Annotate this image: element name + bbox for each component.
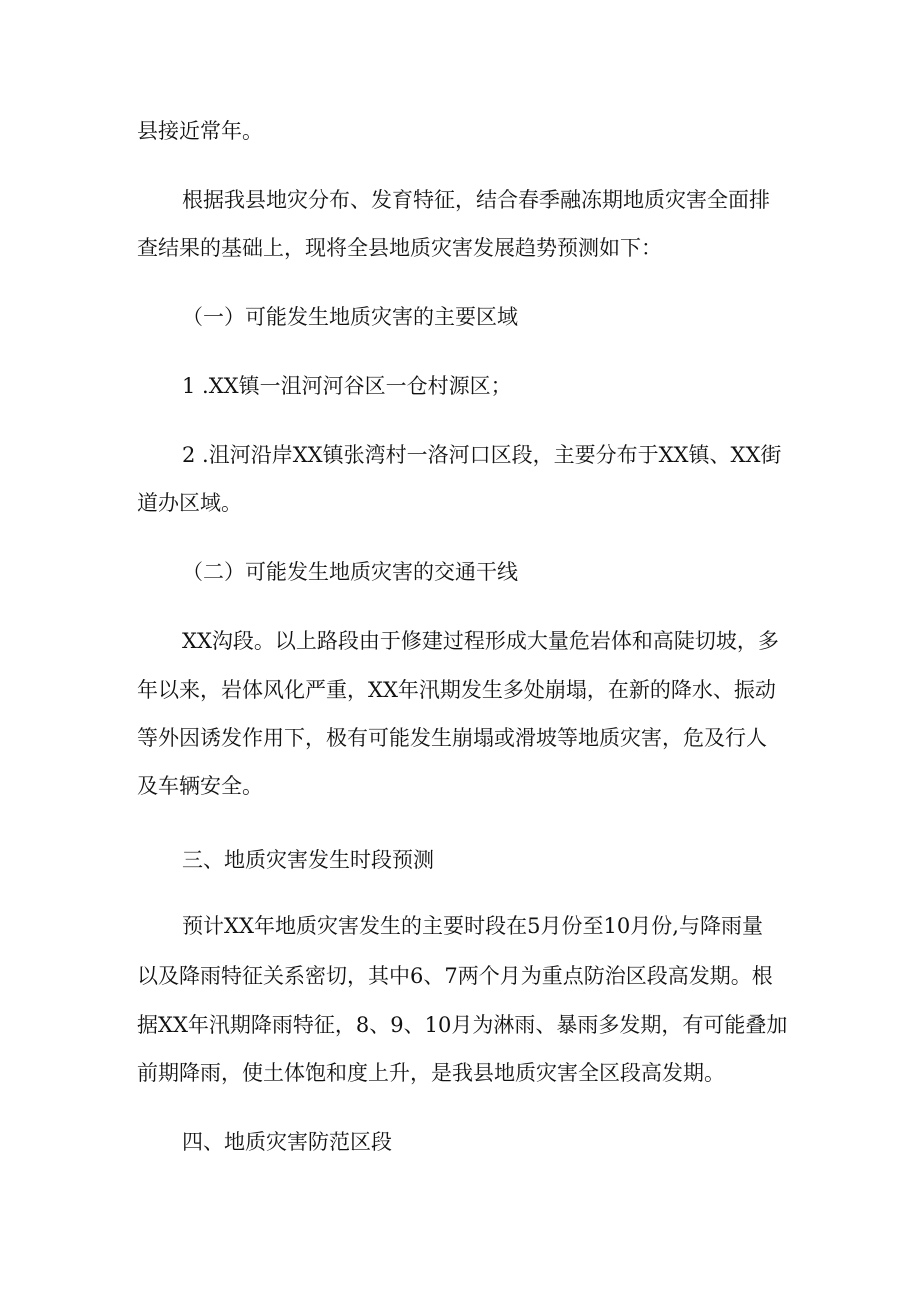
paragraph-line: 查结果的基础上，现将全县地质灾害发展趋势预测如下： bbox=[137, 236, 662, 260]
section-heading: （二）可能发生地质灾害的交通干线 bbox=[182, 560, 518, 584]
paragraph-line: 及车辆安全。 bbox=[137, 774, 263, 798]
paragraph-line: 前期降雨，使土体饱和度上升，是我县地质灾害全区段高发期。 bbox=[137, 1061, 725, 1085]
list-item: 2 .沮河沿岸XX镇张湾村一洛河口区段，主要分布于XX镇、XX街 bbox=[182, 443, 782, 467]
section-heading: 三、地质灾害发生时段预测 bbox=[182, 848, 434, 872]
paragraph-line: 等外因诱发作用下，极有可能发生崩塌或滑坡等地质灾害，危及行人 bbox=[137, 726, 767, 750]
paragraph-line: 以及降雨特征关系密切，其中6、7两个月为重点防治区段高发期。根 bbox=[137, 964, 773, 988]
paragraph-line: 县接近常年。 bbox=[137, 119, 263, 143]
section-heading: （一）可能发生地质灾害的主要区域 bbox=[182, 305, 518, 329]
list-item: 1 .XX镇一沮河河谷区一仓村源区； bbox=[182, 374, 512, 398]
paragraph-line: 年以来，岩体风化严重，XX年汛期发生多处崩塌，在新的降水、振动 bbox=[137, 678, 776, 702]
list-item-continuation: 道办区域。 bbox=[137, 491, 242, 515]
section-heading: 四、地质灾害防范区段 bbox=[182, 1130, 392, 1154]
paragraph-line: 据XX年汛期降雨特征，8、9、10月为淋雨、暴雨多发期，有可能叠加 bbox=[137, 1013, 788, 1037]
paragraph-line: XX沟段。以上路段由于修建过程形成大量危岩体和高陡切坡，多 bbox=[182, 629, 779, 653]
paragraph-line: 预计XX年地质灾害发生的主要时段在5月份至10月份,与降雨量 bbox=[182, 914, 763, 938]
paragraph-line: 根据我县地灾分布、发育特征，结合春季融冻期地质灾害全面排 bbox=[182, 188, 770, 212]
